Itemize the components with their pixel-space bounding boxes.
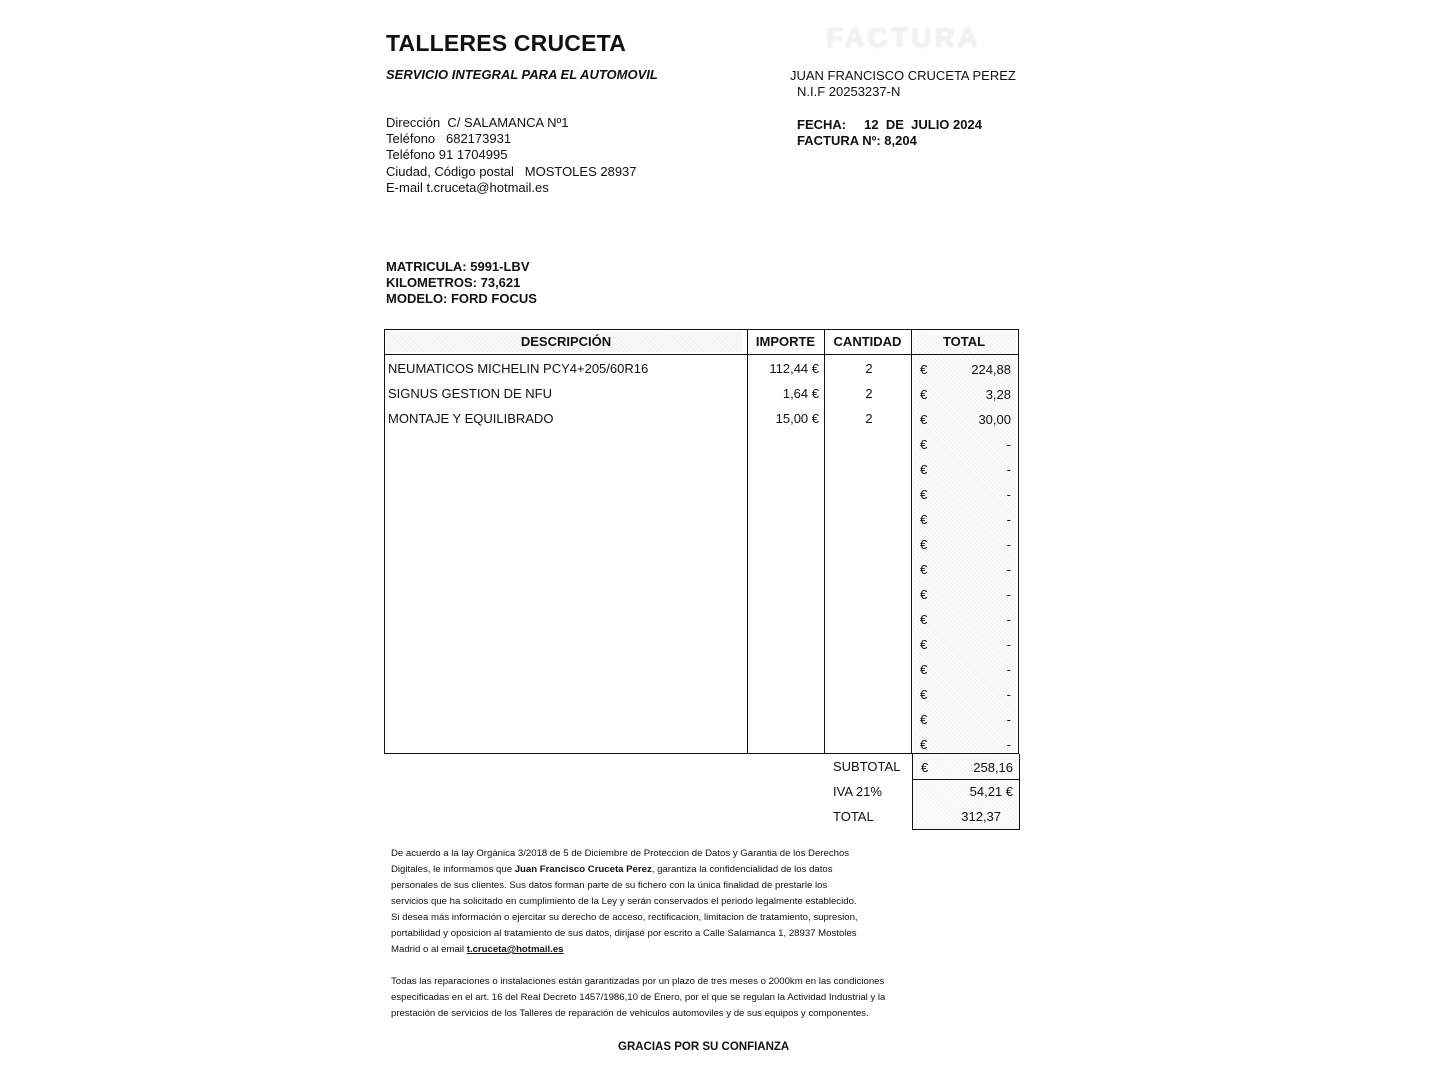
vat-label: IVA 21% bbox=[833, 784, 882, 799]
totals-divider bbox=[913, 779, 1019, 780]
vat-value: 54,21 € bbox=[969, 784, 1013, 799]
warranty-line: especificadas en el art. 16 del Real Decreto 1457/1986,10 de Enero, por el que se regulan la Actividad Industrial y la bbox=[391, 992, 886, 1003]
row-currency: € bbox=[920, 712, 928, 727]
row-currency: € bbox=[920, 487, 928, 502]
privacy-line bbox=[391, 862, 911, 878]
row-description: NEUMATICOS MICHELIN PCY4+205/60R16 bbox=[388, 361, 649, 376]
privacy-notice bbox=[391, 846, 911, 958]
table-row bbox=[385, 431, 1017, 456]
table-row bbox=[385, 381, 1017, 406]
row-currency: € bbox=[920, 362, 928, 377]
contact-email: E-mail t.cruceta@hotmail.es bbox=[386, 179, 549, 195]
row-total: - bbox=[1006, 512, 1011, 527]
warranty-line: prestación de servicios de los Talleres de reparación de vehiculos automoviles y de sus equipos y componentes. bbox=[391, 1008, 869, 1019]
table-row bbox=[385, 681, 1017, 706]
row-currency: € bbox=[920, 412, 928, 427]
row-price: 1,64 € bbox=[782, 386, 819, 401]
row-total: - bbox=[1006, 462, 1011, 477]
row-total: - bbox=[1006, 537, 1011, 552]
invoice-date: FECHA: 12 DE JULIO 2024 bbox=[797, 117, 982, 132]
invoice-number: FACTURA Nº: 8,204 bbox=[797, 133, 917, 148]
table-row bbox=[385, 581, 1017, 606]
header-total: TOTAL bbox=[942, 334, 986, 349]
table-row bbox=[385, 456, 1017, 481]
table-row bbox=[385, 506, 1017, 531]
totals-box bbox=[912, 754, 1020, 830]
contact-city: Ciudad, Código postal MOSTOLES 28937 bbox=[386, 163, 637, 179]
invoice-meta bbox=[797, 117, 982, 149]
row-currency: € bbox=[920, 612, 928, 627]
row-total: - bbox=[1006, 662, 1011, 677]
row-description: MONTAJE Y EQUILIBRADO bbox=[388, 411, 554, 426]
total-value: 312,37 bbox=[961, 809, 1001, 824]
privacy-line: servicios que ha solicitado en cumplimiento de la Ley y serán conservados el periodo legalmente establecido. bbox=[391, 896, 857, 907]
row-currency: € bbox=[920, 512, 928, 527]
vehicle-plate: MATRICULA: 5991-LBV bbox=[386, 259, 530, 274]
vehicle-block bbox=[386, 259, 537, 307]
total-label: TOTAL bbox=[833, 809, 874, 824]
subtotal-currency: € bbox=[921, 760, 929, 775]
row-total: 30,00 bbox=[978, 412, 1011, 427]
warranty-notice bbox=[391, 974, 921, 1022]
privacy-line: De acuerdo a la lay Orgánica 3/2018 de 5 de Diciembre de Proteccion de Datos y Garantia de los Derechos bbox=[391, 848, 850, 859]
privacy-email-link[interactable]: t.cruceta@hotmail.es bbox=[466, 944, 564, 955]
row-currency: € bbox=[920, 737, 928, 752]
contact-phone-1: Teléfono 682173931 bbox=[386, 131, 512, 147]
row-description: SIGNUS GESTION DE NFU bbox=[388, 386, 552, 401]
contact-phone-2: Teléfono 91 1704995 bbox=[386, 147, 508, 163]
row-total: - bbox=[1006, 487, 1011, 502]
privacy-line: portabilidad y oposicion al tratamiento de sus datos, dirijasé por escrito a Calle Salamanca 1, 28937 Mostoles bbox=[391, 928, 857, 939]
vehicle-model: MODELO: FORD FOCUS bbox=[386, 291, 537, 306]
subtotal-label: SUBTOTAL bbox=[833, 759, 901, 774]
subtotal-value: 258,16 bbox=[973, 760, 1013, 775]
privacy-text: , garantiza la confidencialidad de los datos bbox=[651, 864, 833, 875]
table-row bbox=[385, 706, 1017, 731]
row-total: - bbox=[1006, 687, 1011, 702]
row-currency: € bbox=[920, 437, 928, 452]
header-divider bbox=[385, 354, 1018, 355]
contact-address: Dirección C/ SALAMANCA Nº1 bbox=[386, 115, 569, 130]
row-currency: € bbox=[920, 462, 928, 477]
warranty-line: Todas las reparaciones o instalaciones están garantizadas por un plazo de tres meses o 2000km en las condiciones bbox=[391, 976, 885, 987]
contact-block bbox=[386, 115, 637, 196]
row-currency: € bbox=[920, 387, 928, 402]
privacy-line bbox=[391, 942, 911, 958]
company-name: TALLERES CRUCETA bbox=[386, 30, 627, 56]
privacy-text: Madrid o al email bbox=[391, 944, 467, 955]
row-currency: € bbox=[920, 587, 928, 602]
table-row bbox=[385, 606, 1017, 631]
table-row bbox=[385, 656, 1017, 681]
owner-name: JUAN FRANCISCO CRUCETA PEREZ bbox=[790, 68, 1016, 83]
vehicle-km: KILOMETROS: 73,621 bbox=[386, 275, 521, 290]
header-quantity: CANTIDAD bbox=[833, 334, 902, 349]
row-currency: € bbox=[920, 662, 928, 677]
header-description: DESCRIPCIÓN bbox=[520, 334, 612, 349]
row-total: - bbox=[1006, 737, 1011, 752]
invoice-table bbox=[384, 329, 1019, 754]
row-total: - bbox=[1006, 587, 1011, 602]
row-currency: € bbox=[920, 537, 928, 552]
row-currency: € bbox=[920, 562, 928, 577]
owner-nif: N.I.F 20253237-N bbox=[797, 84, 901, 99]
row-total: - bbox=[1006, 712, 1011, 727]
thanks-message: GRACIAS POR SU CONFIANZA bbox=[618, 1041, 790, 1053]
row-total: - bbox=[1006, 562, 1011, 577]
privacy-line: Si desea más información o ejercitar su derecho de acceso, rectificacion, limitacion de tratamiento, supresion, bbox=[391, 912, 858, 923]
row-total: - bbox=[1006, 612, 1011, 627]
row-price: 15,00 € bbox=[775, 411, 819, 426]
row-quantity: 2 bbox=[865, 411, 873, 426]
privacy-line: personales de sus clientes. Sus datos forman parte de su fichero con la única finalidad de prestarle los bbox=[391, 880, 828, 891]
table-row bbox=[385, 481, 1017, 506]
table-row bbox=[385, 631, 1017, 656]
table-row bbox=[385, 556, 1017, 581]
company-tagline: SERVICIO INTEGRAL PARA EL AUTOMOVIL bbox=[386, 67, 658, 82]
invoice-watermark-title: FACTURA bbox=[826, 22, 981, 53]
row-quantity: 2 bbox=[865, 361, 873, 376]
row-quantity: 2 bbox=[865, 386, 873, 401]
privacy-owner-name: Juan Francisco Cruceta Perez bbox=[514, 864, 652, 875]
row-price: 112,44 € bbox=[769, 361, 819, 376]
row-currency: € bbox=[920, 687, 928, 702]
table-row bbox=[385, 406, 1017, 431]
row-total: 3,28 bbox=[985, 387, 1011, 402]
row-currency: € bbox=[920, 637, 928, 652]
table-row bbox=[385, 531, 1017, 556]
header-price: IMPORTE bbox=[755, 334, 816, 349]
row-total: - bbox=[1006, 437, 1011, 452]
privacy-text: Digitales, le informamos que bbox=[391, 864, 515, 875]
row-total: 224,88 bbox=[971, 362, 1011, 377]
table-row bbox=[385, 731, 1017, 756]
row-total: - bbox=[1006, 637, 1011, 652]
table-row bbox=[385, 356, 1017, 381]
